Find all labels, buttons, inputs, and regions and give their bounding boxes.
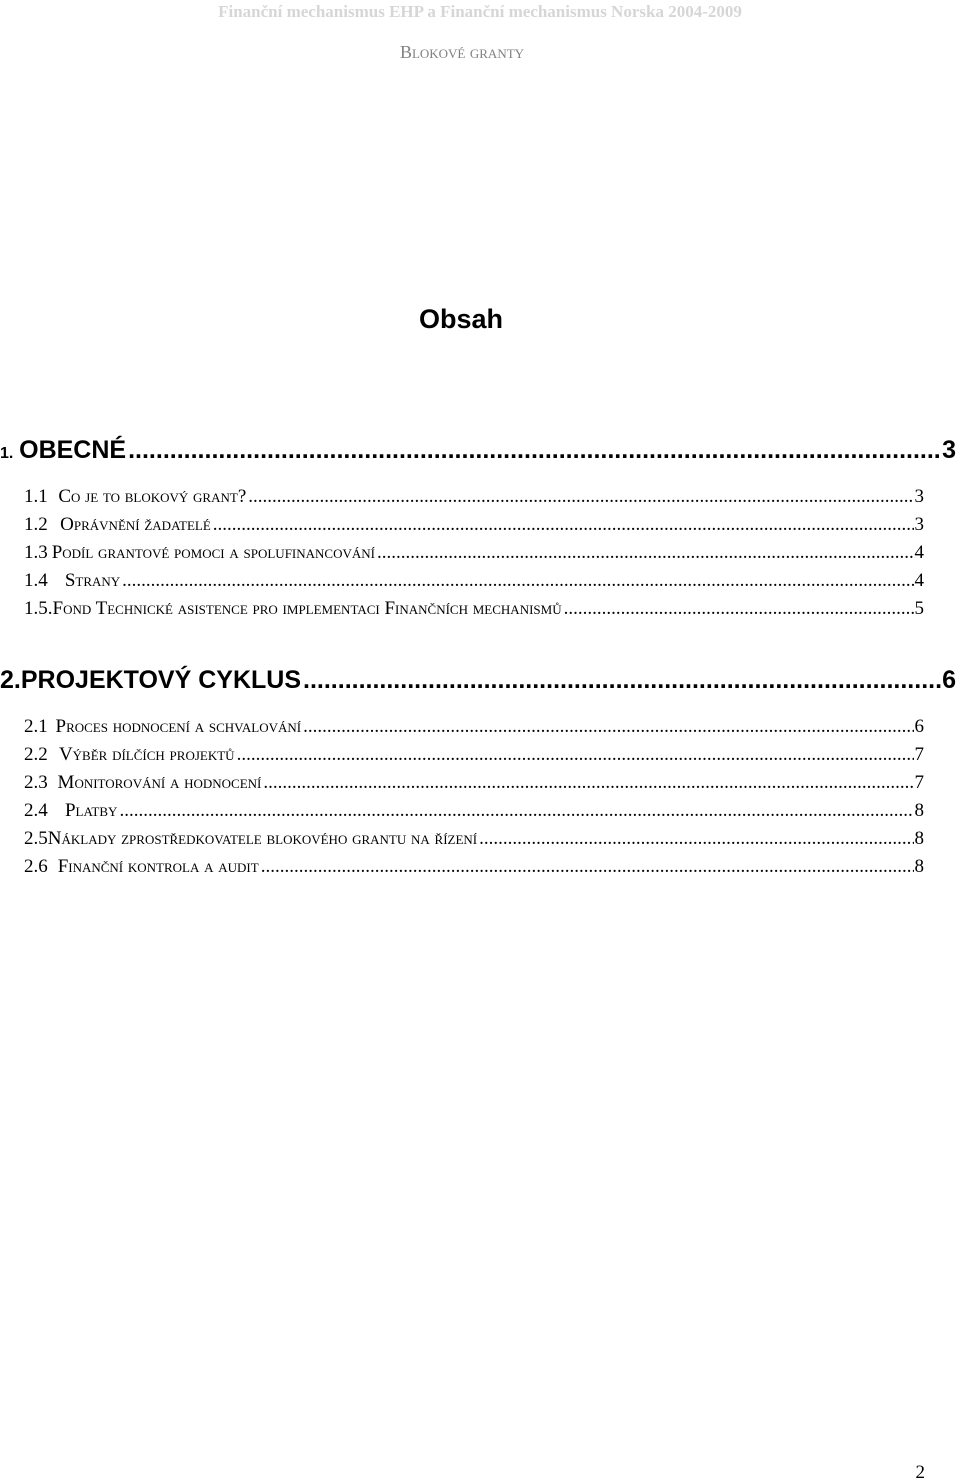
toc-leader	[128, 436, 941, 465]
toc-item-2-1[interactable]	[24, 716, 924, 738]
toc-page-number: 4	[914, 542, 924, 563]
toc-item-1-3[interactable]	[24, 542, 924, 564]
toc-leader	[303, 716, 913, 738]
toc-item-number: 2.5	[24, 828, 48, 849]
toc-item-label: Podíl grantové pomoci a spolufinancování	[51, 542, 375, 563]
toc-page-number: 5	[914, 598, 924, 619]
toc-item-number: 2.2	[24, 744, 48, 765]
toc-page-number: 4	[914, 570, 924, 591]
toc-page-number: 3	[914, 486, 924, 507]
toc-item-number: 2.6	[24, 856, 48, 877]
toc-page-number: 6	[914, 716, 924, 737]
toc-item-number: 1.5.	[24, 598, 53, 619]
toc-item-label: Co je to blokový grant?	[58, 486, 247, 507]
toc-section-number: 1.	[0, 445, 14, 462]
running-header: Finanční mechanismus EHP a Finanční mechanismus Norska 2004-2009	[218, 2, 742, 21]
toc-item-number: 1.4	[24, 570, 48, 591]
toc-item-number: 1.1	[24, 486, 48, 507]
toc-page-number: 3	[914, 514, 924, 535]
toc-leader	[119, 800, 913, 822]
toc-leader	[263, 772, 913, 794]
toc-item-1-5[interactable]	[24, 598, 924, 620]
toc-item-number: 1.3	[24, 542, 48, 563]
toc-page-number: 7	[914, 772, 924, 793]
toc-item-label: Finanční kontrola a audit	[57, 856, 259, 877]
toc-page-number: 3	[942, 436, 956, 464]
toc-leader	[213, 514, 914, 536]
toc-item-label: Výběr dílčích projektů	[58, 744, 235, 765]
toc-item-1-2[interactable]	[24, 514, 924, 536]
toc-item-label: Oprávnění žadatelé	[60, 514, 211, 535]
toc-page-number: 6	[942, 666, 956, 694]
toc-page-number: 8	[914, 800, 924, 821]
toc-leader	[261, 856, 914, 878]
toc-leader	[237, 744, 914, 766]
toc-leader	[377, 542, 914, 564]
toc-item-2-4[interactable]	[24, 800, 924, 822]
toc-item-2-3[interactable]	[24, 772, 924, 794]
toc-section-label: OBECNÉ	[19, 436, 127, 464]
document-title: Blokové granty	[399, 42, 525, 62]
toc-item-1-1[interactable]	[24, 486, 924, 508]
toc-item-number: 2.3	[24, 772, 48, 793]
toc-page-number: 8	[914, 828, 924, 849]
toc-item-number: 2.1	[24, 716, 48, 737]
toc-item-label: Fond Technické asistence pro implementaci Finančních mechanismů	[52, 598, 562, 619]
toc-leader	[479, 828, 913, 850]
page-number: 2	[915, 1462, 925, 1483]
toc-page-number: 8	[914, 856, 924, 877]
toc-item-label: Monitorování a hodnocení	[57, 772, 262, 793]
toc-item-label: Náklady zprostředkovatele blokového grantu na řízení	[47, 828, 478, 849]
toc-item-number: 2.4	[24, 800, 48, 821]
toc-section-label: PROJEKTOVÝ CYKLUS	[20, 666, 302, 694]
toc-item-2-6[interactable]	[24, 856, 924, 878]
toc-leader	[564, 598, 914, 620]
toc-section-number: 2.	[0, 666, 21, 694]
toc-item-label: Platby	[64, 800, 118, 821]
toc-heading: Obsah	[418, 304, 504, 334]
toc-leader	[122, 570, 913, 592]
toc-item-label: Strany	[64, 570, 121, 591]
toc-section-1[interactable]	[0, 436, 956, 465]
toc-item-2-2[interactable]	[24, 744, 924, 766]
toc-item-number: 1.2	[24, 514, 48, 535]
toc-leader	[248, 486, 913, 508]
toc-item-label: Proces hodnocení a schvalování	[55, 716, 302, 737]
toc-item-2-5[interactable]	[24, 828, 924, 850]
toc-item-1-4[interactable]	[24, 570, 924, 592]
toc-page-number: 7	[914, 744, 924, 765]
toc-leader	[303, 666, 941, 695]
toc-section-2[interactable]	[0, 666, 956, 695]
